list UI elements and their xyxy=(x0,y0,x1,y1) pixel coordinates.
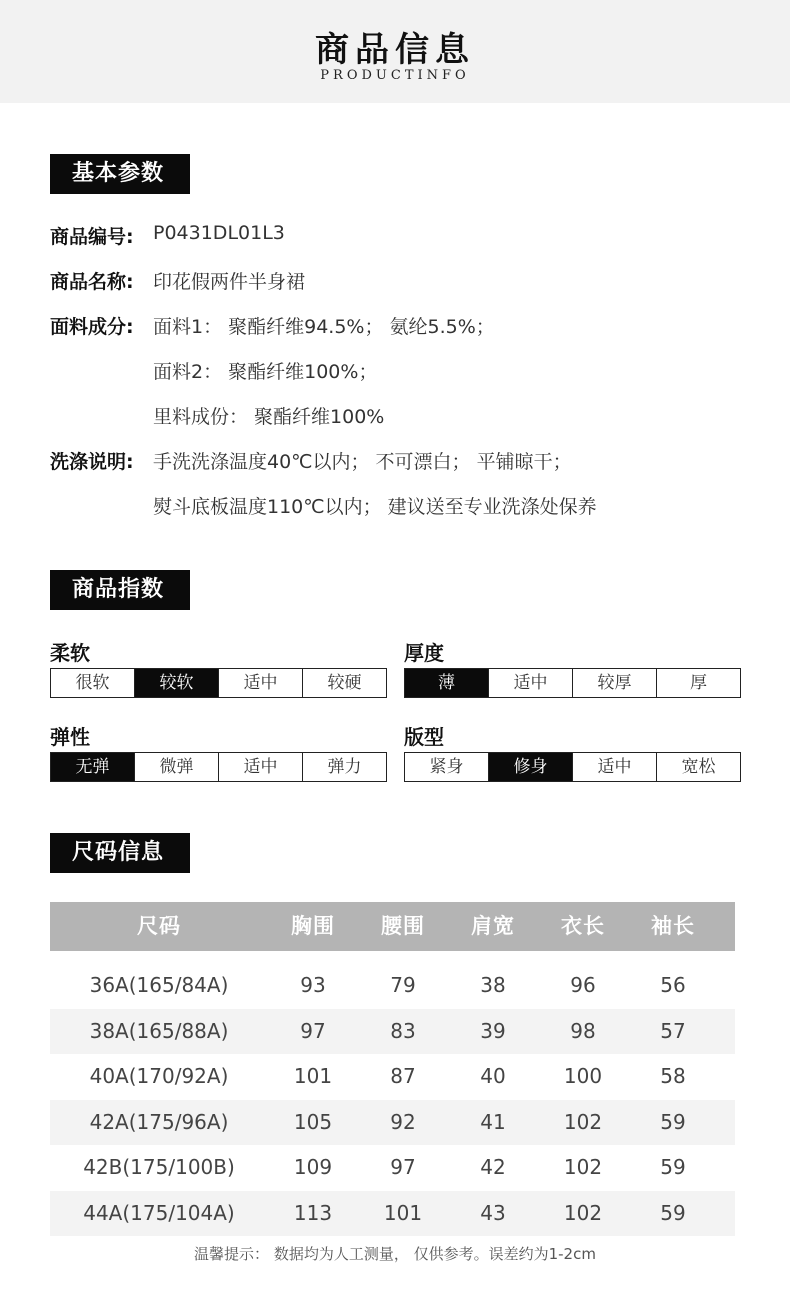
index-option: 弹力 xyxy=(303,753,386,781)
size-cell: 59 xyxy=(660,1109,686,1134)
index-option: 适中 xyxy=(489,669,573,697)
size-cell: 44A(175/104A) xyxy=(83,1200,235,1225)
param-fabric-line: 面料2： 聚酯纤维100%； xyxy=(153,361,378,383)
index-option: 较软 xyxy=(135,669,219,697)
param-fabric-line: 面料1： 聚酯纤维94.5%； 氨纶5.5%； xyxy=(153,316,495,338)
table-row xyxy=(50,1191,735,1237)
size-cell: 43 xyxy=(480,1200,506,1225)
index-row-softness xyxy=(50,668,387,698)
size-cell: 105 xyxy=(293,1109,333,1134)
index-row-thickness xyxy=(404,668,741,698)
index-option: 修身 xyxy=(489,753,573,781)
param-code-label: 商品编号: xyxy=(50,226,134,248)
size-section-tag: 尺码信息 xyxy=(50,833,190,873)
size-cell: 59 xyxy=(660,1155,686,1179)
param-fabric-line: 里料成份： 聚酯纤维100% xyxy=(153,406,385,428)
index-label-elasticity: 弹性 xyxy=(50,725,90,749)
param-wash-line: 手洗洗涤温度40℃以内； 不可漂白； 平铺晾干； xyxy=(153,451,572,473)
param-wash-line: 熨斗底板温度110℃以内； 建议送至专业洗涤处保养 xyxy=(153,496,597,518)
param-name-label: 商品名称: xyxy=(50,271,134,293)
size-cell: 38 xyxy=(480,973,506,997)
index-option: 厚 xyxy=(657,669,740,697)
index-option: 适中 xyxy=(573,753,657,781)
param-wash-label: 洗涤说明: xyxy=(50,451,134,473)
size-header-cell: 肩宽 xyxy=(471,914,515,938)
index-option: 无弹 xyxy=(51,753,135,781)
size-cell: 38A(165/88A) xyxy=(89,1018,229,1043)
index-option: 很软 xyxy=(51,669,135,697)
table-row xyxy=(50,1054,735,1100)
size-header-cell: 腰围 xyxy=(381,914,425,938)
size-cell: 41 xyxy=(480,1109,506,1134)
size-cell: 36A(165/84A) xyxy=(89,973,229,997)
size-cell: 42 xyxy=(480,1155,506,1179)
size-cell: 102 xyxy=(563,1200,603,1225)
table-row xyxy=(50,963,735,1009)
size-cell: 40A(170/92A) xyxy=(89,1064,229,1088)
index-row-elasticity xyxy=(50,752,387,782)
size-cell: 39 xyxy=(480,1018,506,1043)
index-option: 紧身 xyxy=(405,753,489,781)
size-table-header xyxy=(50,902,735,951)
table-row xyxy=(50,1009,735,1055)
index-label-fit: 版型 xyxy=(404,725,444,749)
size-cell: 101 xyxy=(293,1064,333,1088)
index-option: 较硬 xyxy=(303,669,386,697)
size-cell: 87 xyxy=(390,1064,416,1088)
size-cell: 97 xyxy=(300,1018,326,1043)
size-cell: 59 xyxy=(660,1200,686,1225)
size-cell: 98 xyxy=(570,1018,596,1043)
size-cell: 58 xyxy=(660,1064,686,1088)
param-code-value: P0431DL01L3 xyxy=(153,222,285,244)
size-table xyxy=(50,902,735,1236)
index-option: 适中 xyxy=(219,669,303,697)
size-cell: 97 xyxy=(390,1155,416,1179)
page-header xyxy=(0,0,790,103)
size-cell: 92 xyxy=(390,1109,416,1134)
size-header-cell: 袖长 xyxy=(651,914,695,938)
size-cell: 101 xyxy=(383,1200,423,1225)
size-note: 温馨提示： 数据均为人工测量， 仅供参考。误差约为1-2cm xyxy=(194,1245,596,1263)
size-cell: 96 xyxy=(570,973,596,997)
size-cell: 102 xyxy=(563,1155,603,1179)
index-option: 适中 xyxy=(219,753,303,781)
size-cell: 83 xyxy=(390,1018,416,1043)
size-cell: 102 xyxy=(563,1109,603,1134)
index-label-softness: 柔软 xyxy=(50,641,90,665)
index-option: 微弹 xyxy=(135,753,219,781)
size-cell: 40 xyxy=(480,1064,506,1088)
size-cell: 100 xyxy=(563,1064,603,1088)
index-option: 较厚 xyxy=(573,669,657,697)
page-title: 商品信息 xyxy=(315,30,475,70)
size-cell: 109 xyxy=(293,1155,333,1179)
size-cell: 56 xyxy=(660,973,686,997)
index-option: 薄 xyxy=(405,669,489,697)
size-header-cell: 衣长 xyxy=(561,914,605,938)
index-row-fit xyxy=(404,752,741,782)
basic-section-tag: 基本参数 xyxy=(50,154,190,194)
table-row xyxy=(50,1100,735,1146)
size-cell: 79 xyxy=(390,973,416,997)
param-name-value: 印花假两件半身裙 xyxy=(153,271,306,293)
index-section-tag: 商品指数 xyxy=(50,570,190,610)
size-cell: 42A(175/96A) xyxy=(89,1109,229,1134)
size-cell: 42B(175/100B) xyxy=(83,1155,235,1179)
size-cell: 113 xyxy=(293,1200,333,1225)
param-fabric-label: 面料成分: xyxy=(50,316,134,338)
size-header-cell: 尺码 xyxy=(137,914,181,938)
index-option: 宽松 xyxy=(657,753,740,781)
page-subtitle: PRODUCTINFO xyxy=(320,68,470,83)
size-cell: 57 xyxy=(660,1018,686,1043)
size-cell: 93 xyxy=(300,973,326,997)
index-label-thickness: 厚度 xyxy=(404,641,444,665)
table-row xyxy=(50,1145,735,1191)
size-header-cell: 胸围 xyxy=(291,914,335,938)
